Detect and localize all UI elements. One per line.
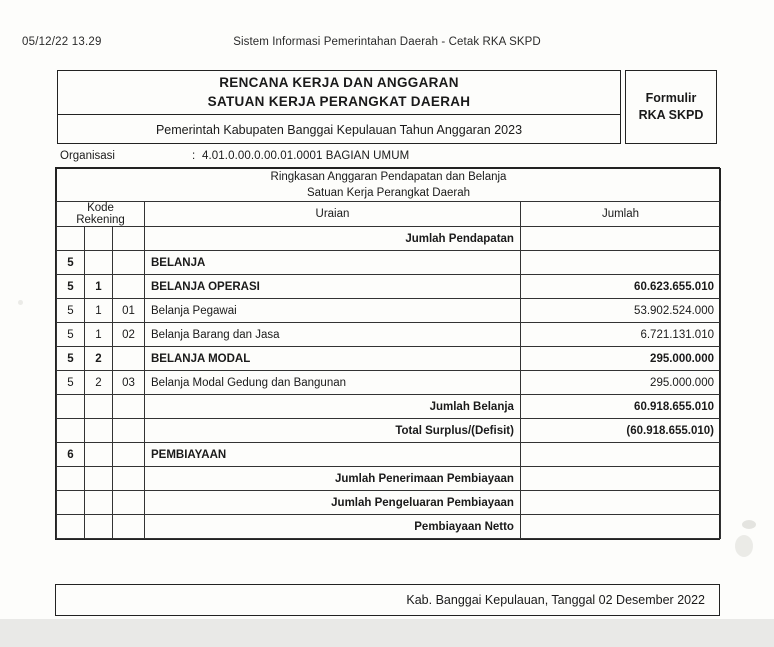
summary-table-wrapper xyxy=(55,167,720,540)
table-row xyxy=(57,443,721,467)
signature-block xyxy=(55,584,720,616)
cell-uraian: Jumlah Pendapatan xyxy=(145,227,521,251)
cell-jumlah: 60.918.655.010 xyxy=(520,395,720,419)
cell-uraian: BELANJA OPERASI xyxy=(145,275,521,299)
cell-jumlah xyxy=(520,467,720,491)
cell-kode-2: 2 xyxy=(85,347,113,371)
table-row xyxy=(57,347,721,371)
cell-kode-2: 1 xyxy=(85,299,113,323)
cell-kode-3 xyxy=(113,347,145,371)
cell-kode-1 xyxy=(57,227,85,251)
col-header-kode: Kode xyxy=(87,202,114,215)
cell-jumlah xyxy=(520,515,720,539)
summary-heading-row xyxy=(57,169,721,202)
cell-jumlah xyxy=(520,491,720,515)
table-row xyxy=(57,299,721,323)
scan-smudge xyxy=(735,535,753,557)
cell-kode-1: 5 xyxy=(57,323,85,347)
cell-kode-1: 5 xyxy=(57,371,85,395)
print-header-title: Sistem Informasi Pemerintahan Daerah - Cetak RKA SKPD xyxy=(233,36,541,48)
document-title-line2: SATUAN KERJA PERANGKAT DAERAH xyxy=(207,93,471,109)
cell-kode-2 xyxy=(85,419,113,443)
col-header-jumlah: Jumlah xyxy=(520,202,720,227)
cell-jumlah: 53.902.524.000 xyxy=(520,299,720,323)
table-header-row xyxy=(57,202,721,227)
cell-kode-3 xyxy=(113,395,145,419)
table-row xyxy=(57,371,721,395)
organisasi-value: 4.01.0.00.0.00.01.0001 BAGIAN UMUM xyxy=(202,150,410,162)
print-date: 05/12/22 13.29 xyxy=(22,36,102,48)
table-row xyxy=(57,467,721,491)
cell-kode-3 xyxy=(113,443,145,467)
cell-uraian: Jumlah Belanja xyxy=(145,395,521,419)
cell-kode-2: 2 xyxy=(85,371,113,395)
cell-kode-3 xyxy=(113,251,145,275)
cell-kode-2 xyxy=(85,443,113,467)
cell-jumlah: 295.000.000 xyxy=(520,371,720,395)
table-row xyxy=(57,515,721,539)
col-header-uraian: Uraian xyxy=(145,202,521,227)
cell-kode-3: 02 xyxy=(113,323,145,347)
cell-jumlah xyxy=(520,251,720,275)
cell-jumlah: 60.623.655.010 xyxy=(520,275,720,299)
table-row xyxy=(57,491,721,515)
cell-kode-2 xyxy=(85,251,113,275)
cell-kode-3 xyxy=(113,419,145,443)
cell-kode-3 xyxy=(113,275,145,299)
signature-text: Kab. Banggai Kepulauan, Tanggal 02 Desember 2022 xyxy=(406,593,705,607)
document-title xyxy=(58,71,620,115)
col-header-kode-rekening xyxy=(57,202,145,227)
organisasi-line xyxy=(60,150,720,166)
cell-uraian: Total Surplus/(Defisit) xyxy=(145,419,521,443)
cell-kode-1 xyxy=(57,491,85,515)
summary-table xyxy=(56,168,721,539)
document-subtitle: Pemerintah Kabupaten Banggai Kepulauan Tahun Anggaran 2023 xyxy=(155,123,523,137)
cell-kode-1: 5 xyxy=(57,347,85,371)
cell-uraian: Jumlah Penerimaan Pembiayaan xyxy=(145,467,521,491)
cell-uraian: Jumlah Pengeluaran Pembiayaan xyxy=(145,491,521,515)
cell-kode-3 xyxy=(113,467,145,491)
cell-jumlah xyxy=(520,227,720,251)
document-title-line1: RENCANA KERJA DAN ANGGARAN xyxy=(219,75,459,91)
table-row xyxy=(57,251,721,275)
cell-uraian: Belanja Pegawai xyxy=(145,299,521,323)
form-label-line2: RKA SKPD xyxy=(638,108,704,122)
cell-kode-2: 1 xyxy=(85,275,113,299)
cell-kode-2 xyxy=(85,395,113,419)
cell-kode-3: 01 xyxy=(113,299,145,323)
cell-jumlah: 295.000.000 xyxy=(520,347,720,371)
col-header-rekening: Rekening xyxy=(76,214,125,227)
cell-jumlah xyxy=(520,443,720,467)
cell-kode-3 xyxy=(113,491,145,515)
cell-kode-1: 5 xyxy=(57,275,85,299)
table-row xyxy=(57,227,721,251)
cell-uraian: Belanja Modal Gedung dan Bangunan xyxy=(145,371,521,395)
scan-smudge xyxy=(18,300,23,305)
cell-jumlah: (60.918.655.010) xyxy=(520,419,720,443)
cell-kode-3 xyxy=(113,515,145,539)
table-row xyxy=(57,275,721,299)
organisasi-separator: : xyxy=(192,150,196,162)
cell-kode-1: 5 xyxy=(57,251,85,275)
table-row xyxy=(57,323,721,347)
cell-kode-1 xyxy=(57,419,85,443)
cell-uraian: BELANJA MODAL xyxy=(145,347,521,371)
cell-uraian: PEMBIAYAAN xyxy=(145,443,521,467)
scan-smudge xyxy=(742,520,756,529)
form-label-line1: Formulir xyxy=(645,90,697,105)
summary-heading xyxy=(57,169,721,202)
cell-kode-1: 6 xyxy=(57,443,85,467)
cell-uraian: Pembiayaan Netto xyxy=(145,515,521,539)
form-label-box xyxy=(625,70,717,144)
cell-kode-2 xyxy=(85,515,113,539)
cell-kode-3: 03 xyxy=(113,371,145,395)
title-block xyxy=(57,70,717,144)
table-row xyxy=(57,395,721,419)
cell-uraian: Belanja Barang dan Jasa xyxy=(145,323,521,347)
print-header xyxy=(0,36,774,52)
organisasi-label: Organisasi xyxy=(60,150,115,162)
cell-kode-2 xyxy=(85,491,113,515)
cell-uraian: BELANJA xyxy=(145,251,521,275)
cell-kode-2: 1 xyxy=(85,323,113,347)
table-body xyxy=(57,227,721,539)
cell-kode-3 xyxy=(113,227,145,251)
cell-jumlah: 6.721.131.010 xyxy=(520,323,720,347)
summary-heading-line1: Ringkasan Anggaran Pendapatan dan Belanja xyxy=(270,171,507,183)
summary-heading-line2: Satuan Kerja Perangkat Daerah xyxy=(306,187,471,200)
cell-kode-2 xyxy=(85,467,113,491)
title-block-main xyxy=(57,70,621,144)
cell-kode-1 xyxy=(57,467,85,491)
cell-kode-1 xyxy=(57,515,85,539)
cell-kode-1: 5 xyxy=(57,299,85,323)
table-row xyxy=(57,419,721,443)
cell-kode-1 xyxy=(57,395,85,419)
cell-kode-2 xyxy=(85,227,113,251)
